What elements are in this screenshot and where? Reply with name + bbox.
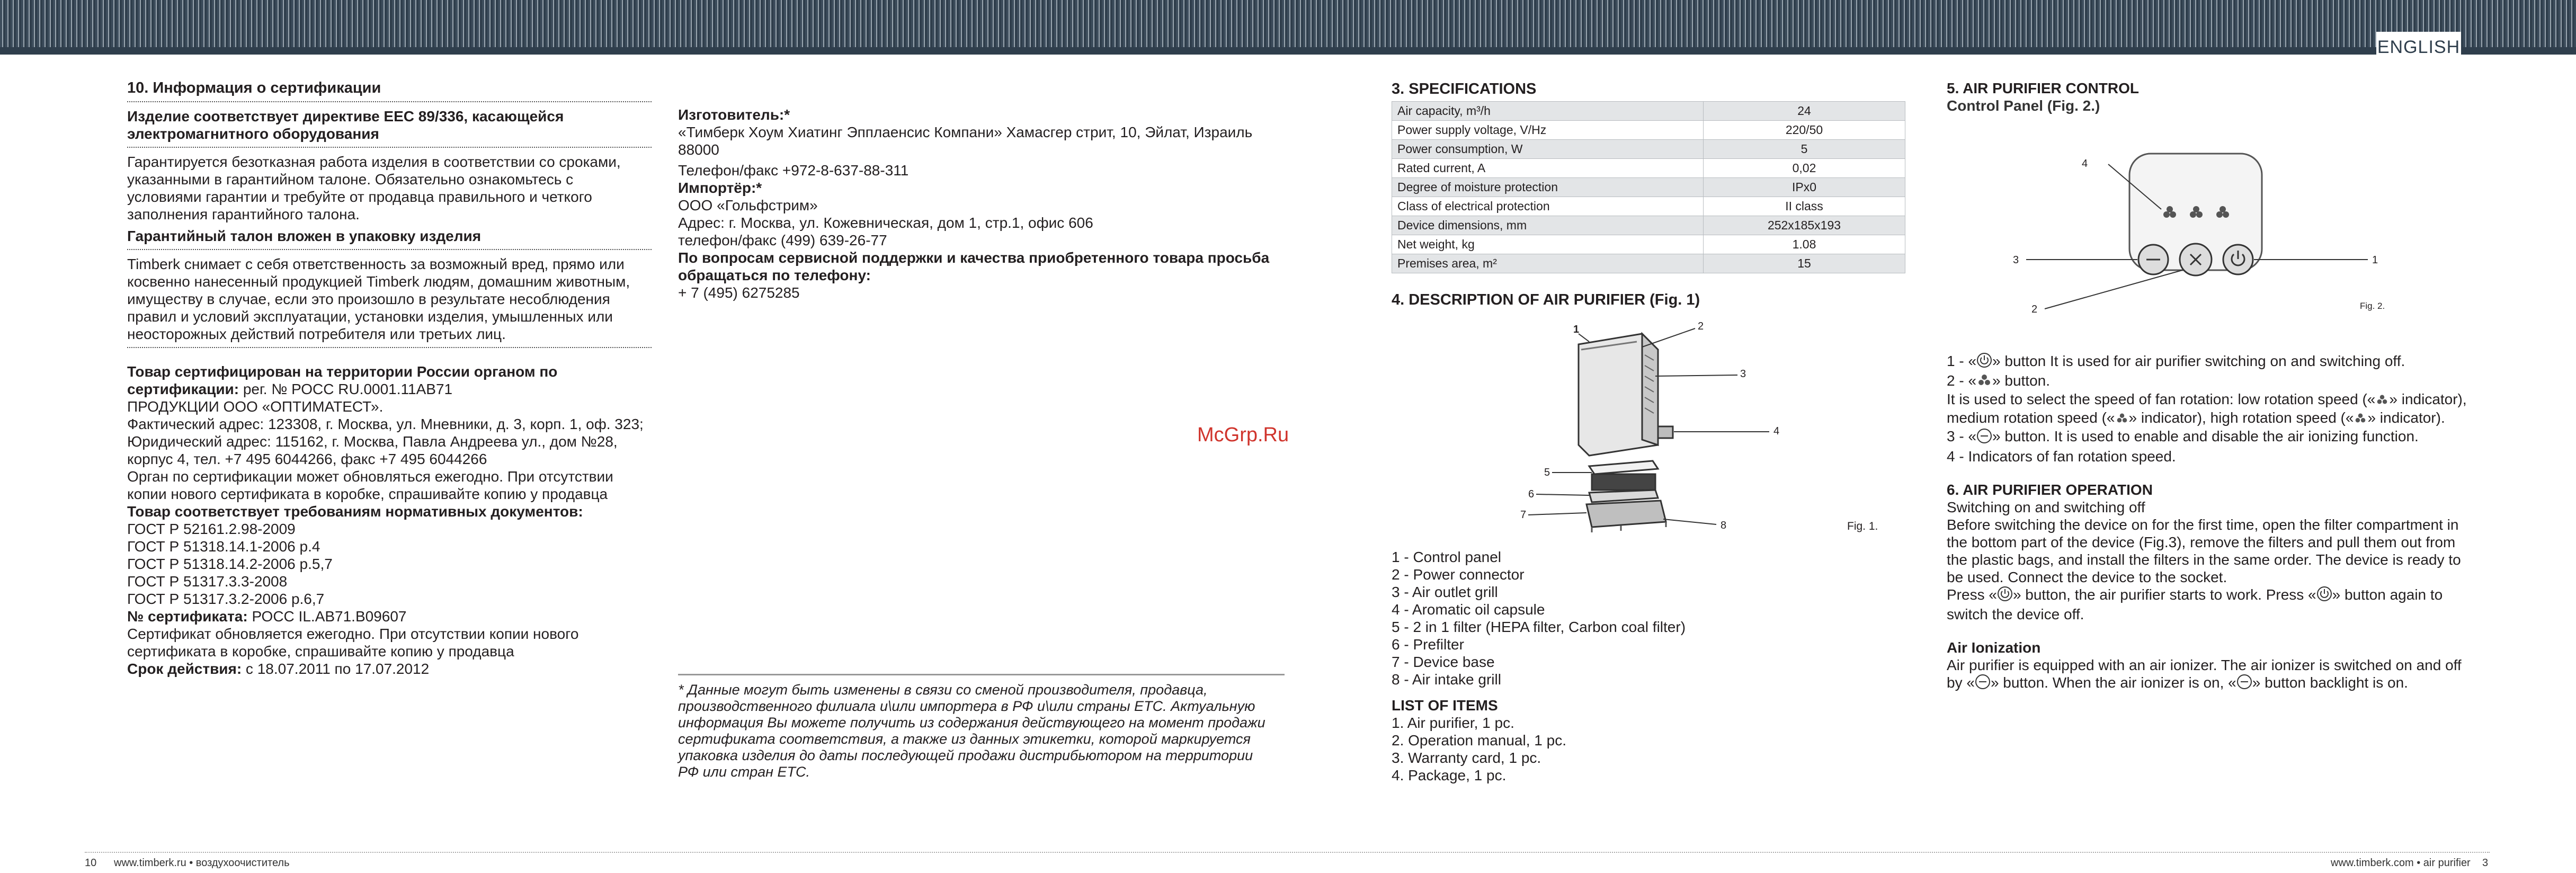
manufacturer-column (678, 106, 1287, 301)
control-line-5: 4 - Indicators of fan rotation speed. (1947, 448, 2176, 465)
standard-item: ГОСТ Р 51317.3.2-2006 р.6,7 (127, 591, 325, 607)
footnote: * Данные могут быть изменены в связи со сменой производителя, продавца, производственного филиала и\или импортера в РФ и\или страны ЕТС. Актуальную информация Вы можете получить из содержания действующего на момент продажи сертификата соответствия, а также из данных этикетки, которой маркируется упаковка изделия до даты последующей продажи дистрибьютором на территории РФ или стран ЕТС. (678, 682, 1265, 780)
spec-row (1392, 102, 1905, 121)
guarantee-text: Гарантируется безотказная работа изделия в соответствии со сроками, указанными в гарантийном талоне. Обязательно ознакомьтесь с условиями гарантии и требуйте от продавца правильного и четкого заполнения гарантийного талона. (127, 154, 621, 222)
fan-low-icon (2375, 391, 2389, 409)
spec-label: Class of electrical protection (1392, 197, 1704, 216)
spec-value: 15 (1704, 254, 1905, 273)
fan-icon (1976, 373, 1992, 390)
standard-item: ГОСТ Р 51318.14.1-2006 р.4 (127, 538, 320, 555)
list-item: 4. Package, 1 pc. (1392, 767, 1507, 783)
power-icon (1997, 586, 2013, 605)
spec-row (1392, 197, 1905, 216)
control-line-3: It is used to select the speed of fan rotation: low rotation speed (« » indicator), medium rotation speed (« » indicator), high rotation speed (« » indicator). (1947, 390, 2476, 427)
cert-line: ПРОДУКЦИИ ООО «ОПТИМАТЕСТ». (127, 398, 384, 415)
control-line-2: 2 - « » button. (1947, 372, 2476, 390)
spec-label: Net weight, kg (1392, 235, 1704, 254)
ionizer-icon (1976, 428, 1992, 448)
list-item: 1. Air purifier, 1 pc. (1392, 715, 1514, 731)
operation-press: Press « » button, the air purifier starts to work. Press « » button again to switch the device off. (1947, 586, 2443, 622)
part-item: 8 - Air intake grill (1392, 671, 1501, 688)
certified-by (127, 363, 652, 398)
specifications-section (1392, 81, 1916, 273)
part-item: 1 - Control panel (1392, 549, 1502, 565)
fan-medium-icon (2115, 410, 2129, 427)
spec-value: 252x185x193 (1704, 216, 1905, 235)
callout-8: 8 (1721, 520, 1727, 531)
divider (127, 347, 652, 348)
spec-label: Degree of moisture protection (1392, 178, 1704, 197)
certificate-number (127, 608, 652, 625)
spec-label: Power consumption, W (1392, 140, 1704, 159)
spec-value: II class (1704, 197, 1905, 216)
spec-row (1392, 216, 1905, 235)
spec-value: 5 (1704, 140, 1905, 159)
callout-7: 7 (1520, 509, 1527, 521)
watermark: McGrp.Ru (1197, 424, 1289, 446)
callout-5: 5 (1544, 467, 1550, 478)
figure-1-caption: Fig. 1. (1847, 520, 1878, 532)
cert-line: Фактический адрес: 123308, г. Москва, ул. Мневники, д. 3, корп. 1, оф. 323; Юридический адрес: 115162, г. Москва, Павла Андреева ул., дом №28, корпус 4, тел. +7 495 6044266, факс +7 495 6044266 (127, 416, 644, 467)
spec-row (1392, 121, 1905, 140)
spec-row (1392, 178, 1905, 197)
renewal-text: Сертификат обновляется ежегодно. При отсутствии копии нового сертификата в коробке, спрашивайте копию у продавца (127, 626, 579, 660)
manufacturer-text: «Тимберк Хоум Хиатинг Эпплаенсис Компани» Хамасгер стрит, 10, Эйлат, Израиль 88000 (678, 124, 1253, 158)
list-item: 3. Warranty card, 1 pc. (1392, 750, 1541, 766)
operation-text: Before switching the device on for the first time, open the filter compartment in the bottom part of the device (Fig.3), remove the filters and pull them out from the plastic bags, and install the filters in the same order. The device is ready to be used. Connect the device to the socket. (1947, 516, 2461, 585)
spec-label: Device dimensions, mm (1392, 216, 1704, 235)
spec-row (1392, 159, 1905, 178)
standard-item: ГОСТ Р 51317.3.3-2008 (127, 573, 288, 590)
specifications-table (1392, 101, 1905, 273)
fig2-callout-4: 4 (2082, 158, 2088, 170)
validity-label: Срок действия: (127, 661, 242, 677)
support-heading: По вопросам сервисной поддержки и качества приобретенного товара просьба обращаться по телефону: (678, 250, 1270, 283)
certification-title: 10. Информация о сертификации (127, 79, 381, 96)
divider (127, 147, 652, 148)
spec-value: 1.08 (1704, 235, 1905, 254)
fig2-callout-3: 3 (2013, 254, 2019, 266)
part-item: 4 - Aromatic oil capsule (1392, 601, 1545, 618)
part-item: 5 - 2 in 1 filter (HEPA filter, Carbon coal filter) (1392, 619, 1686, 635)
callout-6: 6 (1528, 488, 1535, 500)
validity-value: с 18.07.2011 по 17.07.2012 (242, 661, 430, 677)
description-title: 4. DESCRIPTION OF AIR PURIFIER (Fig. 1) (1392, 291, 1700, 308)
power-icon (1976, 352, 1992, 372)
certified-label: Товар сертифицирован на территории России органом по сертификации: (127, 363, 558, 397)
spec-row (1392, 140, 1905, 159)
control-line-1: 1 - « » button It is used for air purifier switching on and switching off. (1947, 352, 2476, 372)
figure-2-caption: Fig. 2. (2360, 301, 2385, 311)
warranty-heading: Гарантийный талон вложен в упаковку изделия (127, 228, 482, 244)
spec-value: 220/50 (1704, 121, 1905, 140)
control-title: 5. AIR PURIFIER CONTROL (1947, 80, 2139, 96)
ionization-text: Air purifier is equipped with an air ionizer. The air ionizer is switched on and off by « » button. When the air ionizer is on, « » button backlight is on. (1947, 656, 2476, 693)
manufacturer-label: Изготовитель:* (678, 106, 790, 123)
spec-value: 24 (1704, 102, 1905, 121)
liability-text: Timberk снимает с себя ответственность за возможный вред, прямо или косвенно нанесенный продукцией Timberk людям, домашним животным, имуществу в случае, если это произошло в результате несоблюдения правил и условий эксплуатации, установки изделия, умышленных или неосторожных действий потребителя или третьих лиц. (127, 256, 630, 342)
control-line-4: 3 - « » button. It is used to enable and disable the air ionizing function. (1947, 427, 2476, 447)
operation-subtitle: Switching on and switching off (1947, 498, 2145, 515)
list-item: 2. Operation manual, 1 pc. (1392, 732, 1566, 749)
items-list-title: LIST OF ITEMS (1392, 697, 1498, 714)
footer-right-page: 3 (2482, 857, 2489, 869)
fig2-callout-2: 2 (2031, 304, 2038, 315)
standards-heading: Товар соответствует требованиям нормативных документов: (127, 503, 583, 520)
ionizer-icon (1975, 674, 1991, 693)
control-section-header (1947, 79, 2476, 114)
spec-label: Power supply voltage, V/Hz (1392, 121, 1704, 140)
footer-left-page: 10 (85, 857, 97, 869)
importer-label: Импортёр:* (678, 180, 762, 196)
cert-no-value: РОСС IL.АВ71.В09607 (247, 608, 407, 625)
ionizer-icon (2236, 674, 2252, 693)
control-subtitle: Control Panel (Fig. 2.) (1947, 97, 2100, 114)
part-item: 7 - Device base (1392, 654, 1495, 670)
power-icon (2316, 586, 2332, 605)
control-panel-diagram (2002, 146, 2384, 320)
callout-1: 1 (1573, 324, 1580, 335)
spec-value: 0,02 (1704, 159, 1905, 178)
standard-item: ГОСТ Р 52161.2.98-2009 (127, 521, 296, 537)
footnote-rule (678, 674, 1285, 675)
cert-no-label: № сертификата: (127, 608, 248, 625)
specifications-title: 3. SPECIFICATIONS (1392, 81, 1537, 97)
fig2-callout-1: 1 (2372, 254, 2378, 266)
footer-right-url: www.timberk.com • air purifier (2331, 857, 2471, 869)
divider (127, 249, 652, 250)
spec-row (1392, 235, 1905, 254)
cert-line: Орган по сертификации может обновляться ежегодно. При отсутствии копии нового сертификата в коробке, спрашивайте копию у продавца (127, 468, 613, 502)
fan-high-icon (2354, 410, 2367, 427)
importer-phone: телефон/факс (499) 639-26-77 (678, 232, 887, 248)
callout-2: 2 (1698, 320, 1704, 332)
callout-4: 4 (1773, 425, 1780, 437)
callout-3: 3 (1740, 368, 1746, 380)
part-item: 6 - Prefilter (1392, 636, 1464, 653)
control-description (1947, 352, 2476, 693)
divider (127, 101, 652, 102)
operation-title: 6. AIR PURIFIER OPERATION (1947, 481, 2153, 498)
part-item: 2 - Power connector (1392, 566, 1525, 583)
spec-value: IPx0 (1704, 178, 1905, 197)
header-bar (0, 0, 2576, 55)
air-purifier-diagram (1483, 318, 1854, 540)
standard-item: ГОСТ Р 51318.14.2-2006 р.5,7 (127, 556, 333, 572)
parts-list (1392, 548, 1921, 784)
directive-heading: Изделие соответствует директиве ЕЕС 89/336, касающейся электромагнитного оборудования (127, 108, 564, 142)
support-phone: + 7 (495) 6275285 (678, 284, 800, 301)
manufacturer-phone: Телефон/факс +972-8-637-88-311 (678, 162, 909, 179)
validity (127, 660, 652, 678)
importer-name: ООО «Гольфстрим» (678, 197, 818, 213)
spec-label: Air capacity, m³/h (1392, 102, 1704, 121)
spec-label: Premises area, m² (1392, 254, 1704, 273)
spec-row (1392, 254, 1905, 273)
footer-left-url: www.timberk.ru • воздухоочиститель (114, 857, 290, 869)
language-tab: ENGLISH (2376, 32, 2461, 59)
part-item: 3 - Air outlet grill (1392, 584, 1498, 600)
importer-address: Адрес: г. Москва, ул. Кожевническая, дом 1, стр.1, офис 606 (678, 215, 1093, 231)
spec-label: Rated current, A (1392, 159, 1704, 178)
certified-value: рег. № РОСС RU.0001.11АВ71 (239, 381, 453, 397)
footer-rule (85, 852, 2490, 853)
ionization-title: Air Ionization (1947, 639, 2041, 656)
certification-column (127, 79, 652, 678)
